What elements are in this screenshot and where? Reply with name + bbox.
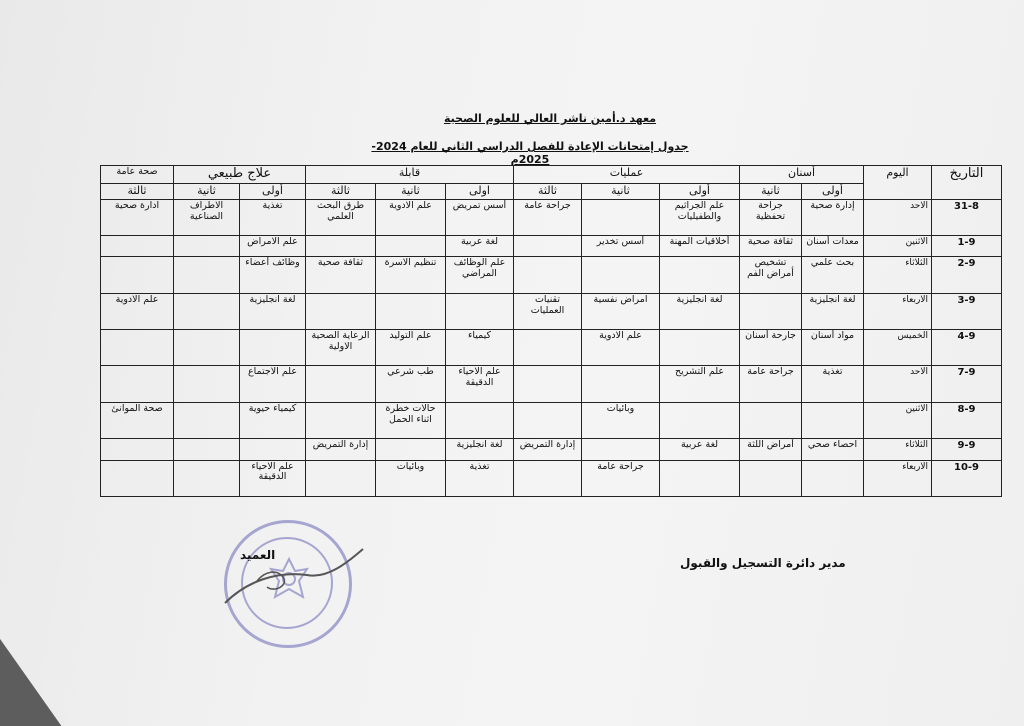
exam-cell: تغذية xyxy=(802,366,864,402)
exam-cell: لغة انجليزية xyxy=(240,293,306,329)
exam-cell: ادارة صحية xyxy=(101,199,174,235)
exam-cell xyxy=(101,439,174,460)
exam-cell: حالات خطرة اثناء الحمل xyxy=(376,402,446,438)
header-day: اليوم xyxy=(864,166,932,200)
table-row xyxy=(101,402,1002,438)
exam-cell: علم التشريح xyxy=(660,366,740,402)
exam-cell: لغة انجليزية xyxy=(802,293,864,329)
table-row xyxy=(101,293,1002,329)
table-row xyxy=(101,439,1002,460)
exam-cell xyxy=(240,439,306,460)
exam-cell xyxy=(514,235,582,256)
exam-cell xyxy=(376,439,446,460)
exam-cell: تقنيات العمليات xyxy=(514,293,582,329)
exam-cell: علم الاحياء الدقيقة xyxy=(446,366,514,402)
row-date: 10-9 xyxy=(932,460,1002,496)
exam-cell: كيمياء xyxy=(446,330,514,366)
exam-cell xyxy=(740,293,802,329)
exam-cell xyxy=(740,460,802,496)
exam-cell xyxy=(101,235,174,256)
exam-cell: الرعاية الصحية الاولية xyxy=(306,330,376,366)
level-header: أولى xyxy=(240,183,306,199)
exam-cell xyxy=(582,199,660,235)
row-date: 4-9 xyxy=(932,330,1002,366)
level-header: ثانية xyxy=(740,183,802,199)
level-header: اولى xyxy=(446,183,514,199)
row-day: الاثنين xyxy=(864,235,932,256)
level-header: ثانية xyxy=(174,183,240,199)
exam-cell: لغة انجليزية xyxy=(446,439,514,460)
exam-cell xyxy=(101,257,174,293)
exam-cell: علم الادوية xyxy=(376,199,446,235)
table-row xyxy=(101,460,1002,496)
exam-cell: علم الجراثيم والطفيليات xyxy=(660,199,740,235)
exam-cell: إدارة صحية xyxy=(802,199,864,235)
exam-cell xyxy=(660,460,740,496)
exam-cell xyxy=(174,366,240,402)
exam-cell xyxy=(514,257,582,293)
exam-cell: إدارة التمريض xyxy=(306,439,376,460)
exam-cell xyxy=(101,330,174,366)
row-day: الاربعاء xyxy=(864,293,932,329)
exam-cell: علم الاحياء الدقيقة xyxy=(240,460,306,496)
row-date: 31-8 xyxy=(932,199,1002,235)
exam-cell: لغة عربية xyxy=(446,235,514,256)
schedule-title: جدول إمتحانات الإعادة للفصل الدراسي الثاني للعام 2024-2025م xyxy=(371,140,689,166)
exam-cell: صحة الموانئ xyxy=(101,402,174,438)
exam-cell xyxy=(582,257,660,293)
row-day: الثلاثاء xyxy=(864,439,932,460)
exam-cell xyxy=(514,460,582,496)
table-row xyxy=(101,235,1002,256)
exam-cell xyxy=(306,293,376,329)
exam-cell xyxy=(240,330,306,366)
level-header: ثانية xyxy=(582,183,660,199)
exam-cell xyxy=(582,366,660,402)
exam-cell: كيمياء حيوية xyxy=(240,402,306,438)
exam-cell: بحث علمي xyxy=(802,257,864,293)
exam-cell: أسس تمريض xyxy=(446,199,514,235)
exam-cell xyxy=(174,257,240,293)
row-date: 9-9 xyxy=(932,439,1002,460)
schedule-body xyxy=(101,199,1002,496)
exam-cell: طب شرعي xyxy=(376,366,446,402)
table-row xyxy=(101,366,1002,402)
table-row xyxy=(101,257,1002,293)
exam-cell: مواد أسنان xyxy=(802,330,864,366)
exam-cell: الاطراف الصناعية xyxy=(174,199,240,235)
exam-cell: ثقافة صحية xyxy=(306,257,376,293)
exam-cell: تغذية xyxy=(240,199,306,235)
header-dept-operations: عمليات xyxy=(514,166,740,184)
level-header: ثانية xyxy=(376,183,446,199)
exam-schedule-table xyxy=(100,165,1002,497)
exam-cell xyxy=(802,460,864,496)
level-header: أولى xyxy=(660,183,740,199)
exam-cell: تنظيم الاسرة xyxy=(376,257,446,293)
exam-cell xyxy=(306,366,376,402)
exam-cell xyxy=(306,460,376,496)
exam-cell: جراحة عامة xyxy=(514,199,582,235)
header-dept-dental: أسنان xyxy=(740,166,864,184)
level-header: أولى xyxy=(802,183,864,199)
exam-cell xyxy=(306,402,376,438)
exam-cell: لغة انجليزية xyxy=(660,293,740,329)
exam-cell xyxy=(174,293,240,329)
row-day: الثلاثاء xyxy=(864,257,932,293)
level-header: ثالثة xyxy=(306,183,376,199)
exam-cell xyxy=(174,439,240,460)
exam-cell: وبائيات xyxy=(582,402,660,438)
row-day: الاحد xyxy=(864,366,932,402)
exam-cell: جراحة عامة xyxy=(740,366,802,402)
registrar-signature-label: مدير دائرة التسجيل والقبول xyxy=(680,556,846,570)
exam-cell xyxy=(376,235,446,256)
exam-cell xyxy=(306,235,376,256)
exam-cell: أسس تخدير xyxy=(582,235,660,256)
exam-cell xyxy=(376,293,446,329)
exam-cell xyxy=(446,402,514,438)
exam-cell xyxy=(514,402,582,438)
exam-cell: ثقافة صحية xyxy=(740,235,802,256)
exam-cell xyxy=(514,330,582,366)
exam-cell: أخلاقيات المهنة xyxy=(660,235,740,256)
row-day: الاحد xyxy=(864,199,932,235)
exam-cell xyxy=(174,235,240,256)
row-date: 2-9 xyxy=(932,257,1002,293)
exam-cell xyxy=(174,330,240,366)
exam-cell xyxy=(174,460,240,496)
exam-cell xyxy=(802,402,864,438)
exam-cell: علم الامراض xyxy=(240,235,306,256)
exam-cell: علم الاجتماع xyxy=(240,366,306,402)
exam-cell: جراحة عامة xyxy=(582,460,660,496)
level-header: ثالثة xyxy=(101,183,174,199)
exam-cell xyxy=(582,439,660,460)
exam-cell xyxy=(514,366,582,402)
exam-cell: طرق البحث العلمي xyxy=(306,199,376,235)
row-day: الخميس xyxy=(864,330,932,366)
table-row xyxy=(101,330,1002,366)
row-date: 1-9 xyxy=(932,235,1002,256)
exam-cell: علم الادوية xyxy=(101,293,174,329)
exam-cell: جارحة أسنان xyxy=(740,330,802,366)
exam-cell: وظائف أعضاء xyxy=(240,257,306,293)
row-day: الاثنين xyxy=(864,402,932,438)
row-date: 7-9 xyxy=(932,366,1002,402)
official-stamp xyxy=(224,520,352,648)
level-header: ثالثة xyxy=(514,183,582,199)
exam-cell: وبائيات xyxy=(376,460,446,496)
exam-cell xyxy=(740,402,802,438)
exam-cell xyxy=(660,257,740,293)
header-date: التاريخ xyxy=(932,166,1002,200)
exam-cell xyxy=(174,402,240,438)
exam-cell: تغذية xyxy=(446,460,514,496)
exam-cell: احصاء صحي xyxy=(802,439,864,460)
header-dept-midwifery: قابلة xyxy=(306,166,514,184)
exam-cell: تشخيص أمراض الفم xyxy=(740,257,802,293)
exam-cell xyxy=(660,330,740,366)
institute-title: معهد د.أمين ناشر العالي للعلوم الصحية xyxy=(443,112,657,125)
header-dept-public-health: صحة عامة xyxy=(101,166,174,184)
exam-cell: علم الوظائف المراضي xyxy=(446,257,514,293)
row-date: 8-9 xyxy=(932,402,1002,438)
table-row xyxy=(101,199,1002,235)
row-date: 3-9 xyxy=(932,293,1002,329)
exam-cell: امراض نفسية xyxy=(582,293,660,329)
exam-cell: علم التوليد xyxy=(376,330,446,366)
exam-cell: علم الادوية xyxy=(582,330,660,366)
exam-cell: جراحة تحفظية xyxy=(740,199,802,235)
exam-cell xyxy=(101,460,174,496)
header-dept-physiotherapy: علاج طبيعي xyxy=(174,166,306,184)
exam-cell xyxy=(660,402,740,438)
exam-cell xyxy=(101,366,174,402)
exam-cell: إدارة التمريض xyxy=(514,439,582,460)
row-day: الاربعاء xyxy=(864,460,932,496)
exam-cell xyxy=(446,293,514,329)
exam-cell: لغة عربية xyxy=(660,439,740,460)
exam-cell: معدات أسنان xyxy=(802,235,864,256)
dean-signature-label: العميد xyxy=(240,548,276,562)
exam-cell: أمراض اللثة xyxy=(740,439,802,460)
